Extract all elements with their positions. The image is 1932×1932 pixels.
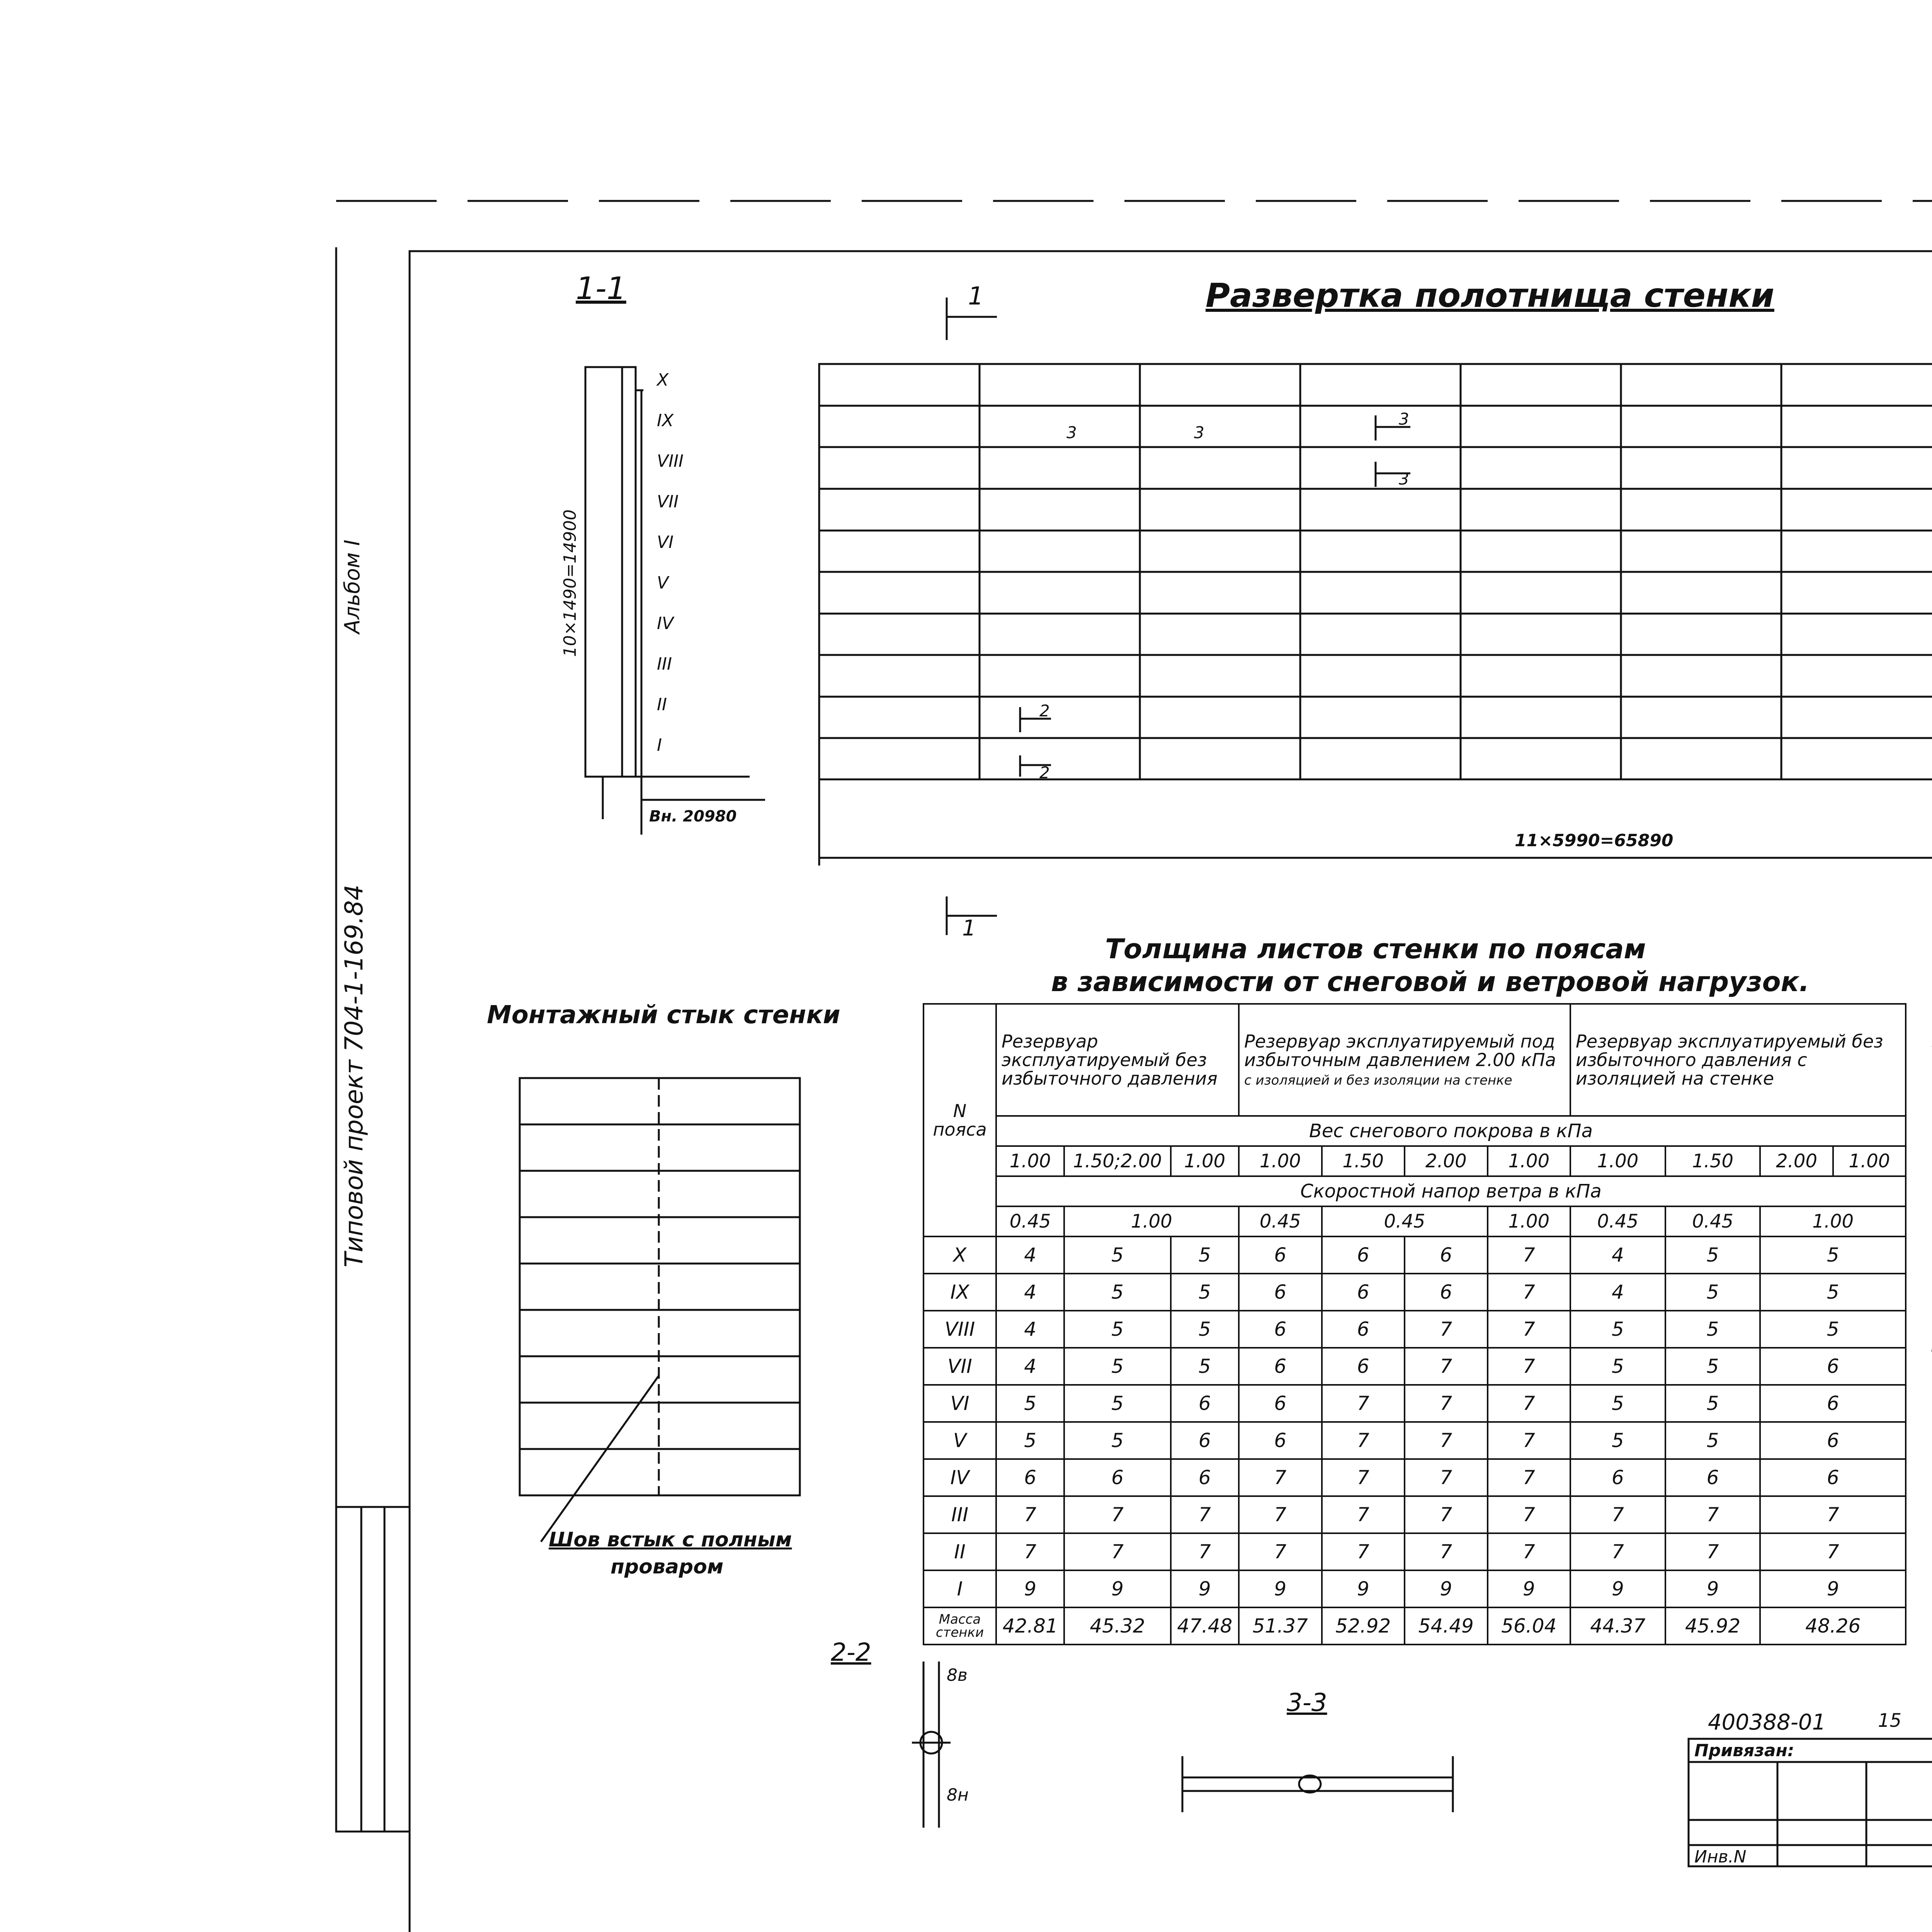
thickness-cell: 9 <box>1665 1570 1760 1607</box>
thickness-cell: 5 <box>1665 1311 1760 1348</box>
thickness-cell: 9 <box>1488 1570 1571 1607</box>
thickness-cell: 7 <box>1488 1496 1571 1533</box>
thickness-cell: 6 <box>1405 1236 1488 1274</box>
belt-label: IX <box>657 411 674 430</box>
table-row <box>923 1570 1906 1607</box>
group-2-header <box>1239 1004 1570 1116</box>
mass-label: Масса стенки <box>923 1607 996 1645</box>
snow-value: 1.50 <box>1322 1146 1405 1176</box>
mass-cell: 51.37 <box>1239 1607 1322 1645</box>
thickness-cell: 6 <box>1760 1385 1906 1422</box>
belt-label: V <box>657 573 669 593</box>
thickness-cell: 7 <box>1665 1533 1760 1570</box>
thickness-cell: 7 <box>1488 1274 1571 1311</box>
thickness-cell: 6 <box>1322 1311 1405 1348</box>
mark-3: 3 <box>1399 469 1409 488</box>
thickness-cell: 7 <box>1322 1496 1405 1533</box>
mark-2: 2 <box>1039 701 1050 720</box>
thickness-cell: 7 <box>1171 1496 1239 1533</box>
montage-joint-grid <box>520 1078 800 1542</box>
thickness-cell: 9 <box>1322 1570 1405 1607</box>
wind-values-row <box>923 1206 1906 1236</box>
table-row <box>923 1348 1906 1385</box>
belt-cell: II <box>923 1533 996 1570</box>
thickness-cell: 4 <box>996 1311 1064 1348</box>
development-title: Развертка полотнища стенки <box>1206 276 1774 315</box>
thickness-cell: 5 <box>1064 1348 1170 1385</box>
thickness-cell: 5 <box>1064 1311 1170 1348</box>
joint-title: Монтажный стык стенки <box>487 1001 840 1029</box>
thickness-cell: 6 <box>1760 1348 1906 1385</box>
mass-cell: 45.32 <box>1064 1607 1170 1645</box>
belt-cell: VIII <box>923 1311 996 1348</box>
thickness-cell: 5 <box>1570 1311 1665 1348</box>
thickness-cell: 7 <box>996 1496 1064 1533</box>
belt-label: VII <box>657 492 679 512</box>
wind-value: 1.00 <box>1488 1206 1571 1236</box>
snow-value: 2.00 <box>1760 1146 1833 1176</box>
thickness-cell: 6 <box>1171 1385 1239 1422</box>
section-1-1-label: 1-1 <box>576 270 626 306</box>
thickness-cell: 5 <box>1665 1236 1760 1274</box>
section-1-1-dim: 10×1490=14900 <box>560 509 580 657</box>
thickness-cell: 4 <box>996 1348 1064 1385</box>
section-2-2-bot: 8н <box>947 1785 969 1805</box>
belt-cell: IV <box>923 1459 996 1496</box>
section-mark-bottom: 1 <box>962 916 976 941</box>
thickness-cell: 5 <box>1064 1385 1170 1422</box>
thickness-cell: 7 <box>1488 1236 1571 1274</box>
group-2-text: Резервуар эксплуатируемый под избыточным давлением 2.00 кПа <box>1244 1031 1556 1070</box>
snow-header: Вес снегового покрова в кПа <box>996 1116 1906 1146</box>
thickness-cell: 5 <box>1171 1236 1239 1274</box>
inv-num: 15 <box>1878 1710 1902 1731</box>
thickness-cell: 7 <box>1239 1496 1322 1533</box>
thickness-cell: 7 <box>1760 1496 1906 1533</box>
belt-label: X <box>657 370 669 390</box>
mass-cell: 52.92 <box>1322 1607 1405 1645</box>
thickness-cell: 5 <box>1760 1311 1906 1348</box>
snow-value: 1.00 <box>996 1146 1064 1176</box>
thickness-cell: 7 <box>1570 1496 1665 1533</box>
thickness-cell: 7 <box>996 1533 1064 1570</box>
thickness-cell: 7 <box>1239 1459 1322 1496</box>
thickness-cell: 5 <box>1171 1274 1239 1311</box>
thickness-cell: 6 <box>1239 1385 1322 1422</box>
belt-label: VI <box>657 532 674 552</box>
thickness-cell: 6 <box>1239 1422 1322 1459</box>
mark-3: 3 <box>1194 423 1204 442</box>
thickness-cell: 6 <box>1239 1311 1322 1348</box>
section-1-1-base: Вн. 20980 <box>649 808 737 825</box>
thickness-title-2: в зависимости от снеговой и ветровой нагрузок. <box>1051 966 1810 998</box>
thickness-table <box>923 1003 1906 1645</box>
thickness-cell: 6 <box>996 1459 1064 1496</box>
table-row <box>923 1459 1906 1496</box>
section-1-1-wall <box>585 367 636 777</box>
belt-cell: VII <box>923 1348 996 1385</box>
thickness-cell: 7 <box>1239 1533 1322 1570</box>
thickness-cell: 9 <box>1570 1570 1665 1607</box>
table-row <box>923 1274 1906 1311</box>
thickness-cell: 5 <box>1665 1385 1760 1422</box>
thickness-cell: 5 <box>1064 1422 1170 1459</box>
thickness-cell: 7 <box>1322 1459 1405 1496</box>
thickness-cell: 9 <box>1239 1570 1322 1607</box>
thickness-cell: 7 <box>1064 1533 1170 1570</box>
thickness-cell: 5 <box>1760 1236 1906 1274</box>
belt-cell: VI <box>923 1385 996 1422</box>
mass-cell: 54.49 <box>1405 1607 1488 1645</box>
joint-note-2: проваром <box>611 1555 724 1578</box>
thickness-cell: 6 <box>1405 1274 1488 1311</box>
thickness-cell: 6 <box>1322 1348 1405 1385</box>
belt-cell: I <box>923 1570 996 1607</box>
thickness-cell: 6 <box>1064 1459 1170 1496</box>
thickness-cell: 7 <box>1760 1533 1906 1570</box>
thickness-cell: 7 <box>1322 1533 1405 1570</box>
wind-value: 1.00 <box>1064 1206 1239 1236</box>
thickness-cell: 7 <box>1405 1348 1488 1385</box>
table-row <box>923 1385 1906 1422</box>
length-dim: 11×5990=65890 <box>1515 831 1673 850</box>
belt-label: IV <box>657 614 674 633</box>
thickness-cell: 6 <box>1760 1422 1906 1459</box>
thickness-cell: 7 <box>1488 1533 1571 1570</box>
thickness-cell: 7 <box>1665 1496 1760 1533</box>
thickness-cell: 4 <box>996 1274 1064 1311</box>
thickness-cell: 7 <box>1405 1385 1488 1422</box>
snow-value: 1.00 <box>1570 1146 1665 1176</box>
table-row <box>923 1236 1906 1274</box>
table-row <box>923 1311 1906 1348</box>
thickness-cell: 5 <box>1064 1236 1170 1274</box>
thickness-title-1: Толщина листов стенки по поясам <box>1105 933 1646 965</box>
thickness-cell: 6 <box>1760 1459 1906 1496</box>
table-row <box>923 1496 1906 1533</box>
thickness-cell: 4 <box>996 1236 1064 1274</box>
inv-code: 400388-01 <box>1708 1710 1826 1735</box>
mass-cell: 42.81 <box>996 1607 1064 1645</box>
thickness-cell: 5 <box>1570 1348 1665 1385</box>
wind-value: 0.45 <box>996 1206 1064 1236</box>
section-3-3-label: 3-3 <box>1287 1689 1327 1717</box>
thickness-cell: 7 <box>1405 1422 1488 1459</box>
belt-label: I <box>657 735 662 755</box>
wind-header: Скоростной напор ветра в кПа <box>996 1176 1906 1206</box>
belt-label: VIII <box>657 451 684 471</box>
snow-value: 1.00 <box>1488 1146 1571 1176</box>
thickness-cell: 7 <box>1405 1311 1488 1348</box>
wind-value: 0.45 <box>1665 1206 1760 1236</box>
mass-cell: 44.37 <box>1570 1607 1665 1645</box>
thickness-cell: 5 <box>1665 1348 1760 1385</box>
wind-value: 1.00 <box>1760 1206 1906 1236</box>
snow-values-row <box>923 1146 1906 1176</box>
thickness-cell: 4 <box>1570 1236 1665 1274</box>
inv-label: Инв.N <box>1694 1847 1747 1867</box>
thickness-cell: 5 <box>1760 1274 1906 1311</box>
mark-2: 2 <box>1039 763 1050 782</box>
thickness-cell: 4 <box>1570 1274 1665 1311</box>
snow-value: 1.00 <box>1171 1146 1239 1176</box>
thickness-cell: 6 <box>1239 1236 1322 1274</box>
belt-label: III <box>657 654 672 674</box>
thickness-body <box>923 1236 1906 1645</box>
wind-value: 0.45 <box>1239 1206 1322 1236</box>
group-3-header: Резервуар эксплуатируемый без избыточного давления с изоляцией на стенке <box>1570 1004 1906 1116</box>
belt-cell: X <box>923 1236 996 1274</box>
thickness-cell: 7 <box>1322 1385 1405 1422</box>
mark-3: 3 <box>1399 410 1409 429</box>
mass-cell: 47.48 <box>1171 1607 1239 1645</box>
snow-value: 1.50 <box>1665 1146 1760 1176</box>
snow-value: 1.50;2.00 <box>1064 1146 1170 1176</box>
thickness-cell: 7 <box>1488 1459 1571 1496</box>
thickness-cell: 6 <box>1171 1422 1239 1459</box>
thickness-cell: 6 <box>1239 1274 1322 1311</box>
wind-value: 0.45 <box>1322 1206 1488 1236</box>
group-2-note: с изоляцией и без изоляции на стенке <box>1244 1073 1512 1088</box>
thickness-cell: 6 <box>1322 1236 1405 1274</box>
snow-value: 1.00 <box>1239 1146 1322 1176</box>
group-1-header: Резервуар эксплуатируемый без избыточного давления <box>996 1004 1239 1116</box>
thickness-cell: 9 <box>1405 1570 1488 1607</box>
belt-label: II <box>657 695 667 714</box>
thickness-cell: 5 <box>1171 1348 1239 1385</box>
thickness-cell: 7 <box>1322 1422 1405 1459</box>
mass-cell: 45.92 <box>1665 1607 1760 1645</box>
thickness-cell: 7 <box>1405 1533 1488 1570</box>
mass-cell: 56.04 <box>1488 1607 1571 1645</box>
section-2-2-top: 8в <box>947 1665 968 1685</box>
privyazan-label: Привязан: <box>1694 1741 1794 1760</box>
album-label: Альбом I <box>340 539 364 634</box>
snow-value: 1.00 <box>1833 1146 1906 1176</box>
joint-note-1: Шов встык с полным <box>549 1528 792 1551</box>
thickness-cell: 6 <box>1171 1459 1239 1496</box>
thickness-cell: 7 <box>1064 1496 1170 1533</box>
section-mark-top: 1 <box>968 282 984 311</box>
thickness-cell: 5 <box>996 1385 1064 1422</box>
thickness-cell: 6 <box>1665 1459 1760 1496</box>
thickness-cell: 7 <box>1405 1496 1488 1533</box>
thickness-cell: 7 <box>1488 1311 1571 1348</box>
thickness-cell: 7 <box>1488 1348 1571 1385</box>
belt-cell: V <box>923 1422 996 1459</box>
thickness-cell: 9 <box>1064 1570 1170 1607</box>
wind-value: 0.45 <box>1570 1206 1665 1236</box>
thickness-cell: 5 <box>1171 1311 1239 1348</box>
thickness-cell: 9 <box>1760 1570 1906 1607</box>
thickness-cell: 7 <box>1488 1422 1571 1459</box>
side-stamp <box>336 1507 410 1832</box>
thickness-cell: 5 <box>1570 1385 1665 1422</box>
col-belt: N пояса <box>923 1004 996 1236</box>
thickness-cell: 6 <box>1239 1348 1322 1385</box>
thickness-cell: 7 <box>1405 1459 1488 1496</box>
thickness-cell: 5 <box>1665 1422 1760 1459</box>
thickness-cell: 7 <box>1488 1385 1571 1422</box>
thickness-cell: 7 <box>1570 1533 1665 1570</box>
thickness-cell: 5 <box>1064 1274 1170 1311</box>
mass-cell: 48.26 <box>1760 1607 1906 1645</box>
thickness-cell: 5 <box>1665 1274 1760 1311</box>
thickness-cell: 6 <box>1570 1459 1665 1496</box>
belt-cell: IX <box>923 1274 996 1311</box>
thickness-cell: 7 <box>1171 1533 1239 1570</box>
table-row <box>923 1422 1906 1459</box>
mark-3: 3 <box>1066 423 1077 442</box>
thickness-cell: 6 <box>1322 1274 1405 1311</box>
thickness-cell: 5 <box>1570 1422 1665 1459</box>
section-2-2-label: 2-2 <box>831 1638 871 1667</box>
mass-row <box>923 1607 1906 1645</box>
belt-cell: III <box>923 1496 996 1533</box>
thickness-cell: 9 <box>1171 1570 1239 1607</box>
snow-value: 2.00 <box>1405 1146 1488 1176</box>
thickness-cell: 5 <box>996 1422 1064 1459</box>
table-row <box>923 1533 1906 1570</box>
thickness-cell: 9 <box>996 1570 1064 1607</box>
project-side-label: Типовой проект 704-1-169.84 <box>340 884 369 1267</box>
